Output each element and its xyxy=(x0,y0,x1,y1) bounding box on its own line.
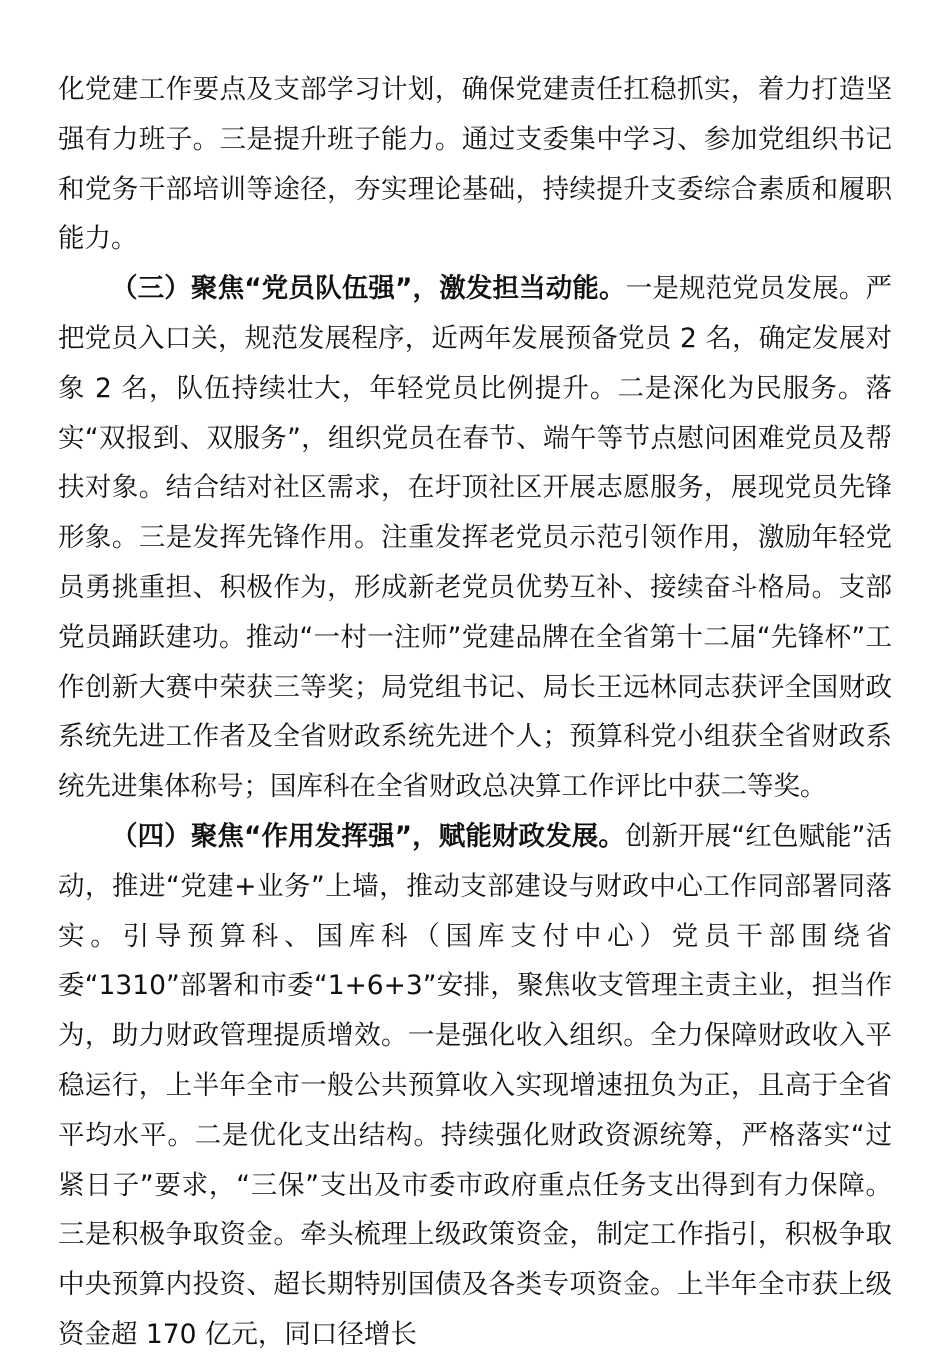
paragraph-text: 一是规范党员发展。严把党员入口关，规范发展程序，近两年发展预备党员 2 名，确定发展对象 2 名，队伍持续壮大，年轻党员比例提升。二是深化为民服务。落实“双报到、双服务”，组织党员在春节、端午等节点慰问困难党员及帮扶对象。结合结对社区需求，在圩顶社区开展志愿服务，展现党员先锋形象。三是发挥先锋作用。注重发挥老党员示范引领作用，激励年轻党员勇挑重担、积极作为，形成新老党员优势互补、接续奋斗格局。支部党员踊跃建功。推动“一村一注师”党建品牌在全省第十二届“先锋杯”工作创新大赛中荣获三等奖；局党组书记、局长王远林同志获评全国财政系统先进工作者及全省财政系统先进个人；预算科党小组获全省财政系统先进集体称号；国库科在全省财政总决算工作评比中获二等奖。 xyxy=(58,273,892,803)
section-heading: （三）聚焦“党员队伍强”，激发担当动能。 xyxy=(111,273,626,305)
section-heading: （四）聚焦“作用发挥强”，赋能财政发展。 xyxy=(111,820,625,852)
paragraph-continuation xyxy=(58,65,892,264)
paragraph-text: 化党建工作要点及支部学习计划，确保党建责任扛稳抓实，着力打造坚强有力班子。三是提升班子能力。通过支委集中学习、参加党组织书记和党务干部培训等途径，夯实理论基础，持续提升支委综合素质和履职能力。 xyxy=(58,74,892,255)
paragraph-text: 创新开展“红色赋能”活动，推进“党建+业务”上墙，推动支部建设与财政中心工作同部署同落实。引导预算科、国库科（国库支付中心）党员干部围绕省委“1310”部署和市委“1+6+3”安排，聚焦收支管理主责主业，担当作为，助力财政管理提质增效。一是强化收入组织。全力保障财政收入平稳运行，上半年全市一般公共预算收入实现增速扭负为正，且高于全省平均水平。二是优化支出结构。持续强化财政资源统筹，严格落实“过紧日子”要求，“三保”支出及市委市政府重点任务支出得到有力保障。三是积极争取资金。牵头梳理上级政策资金，制定工作指引，积极争取中央预算内投资、超长期特别国债及各类专项资金。上半年全市获上级资金超 170 亿元，同口径增长 xyxy=(58,820,892,1350)
paragraph-section-three xyxy=(58,264,892,812)
paragraph-section-four xyxy=(58,812,892,1360)
document-page xyxy=(58,65,892,1360)
